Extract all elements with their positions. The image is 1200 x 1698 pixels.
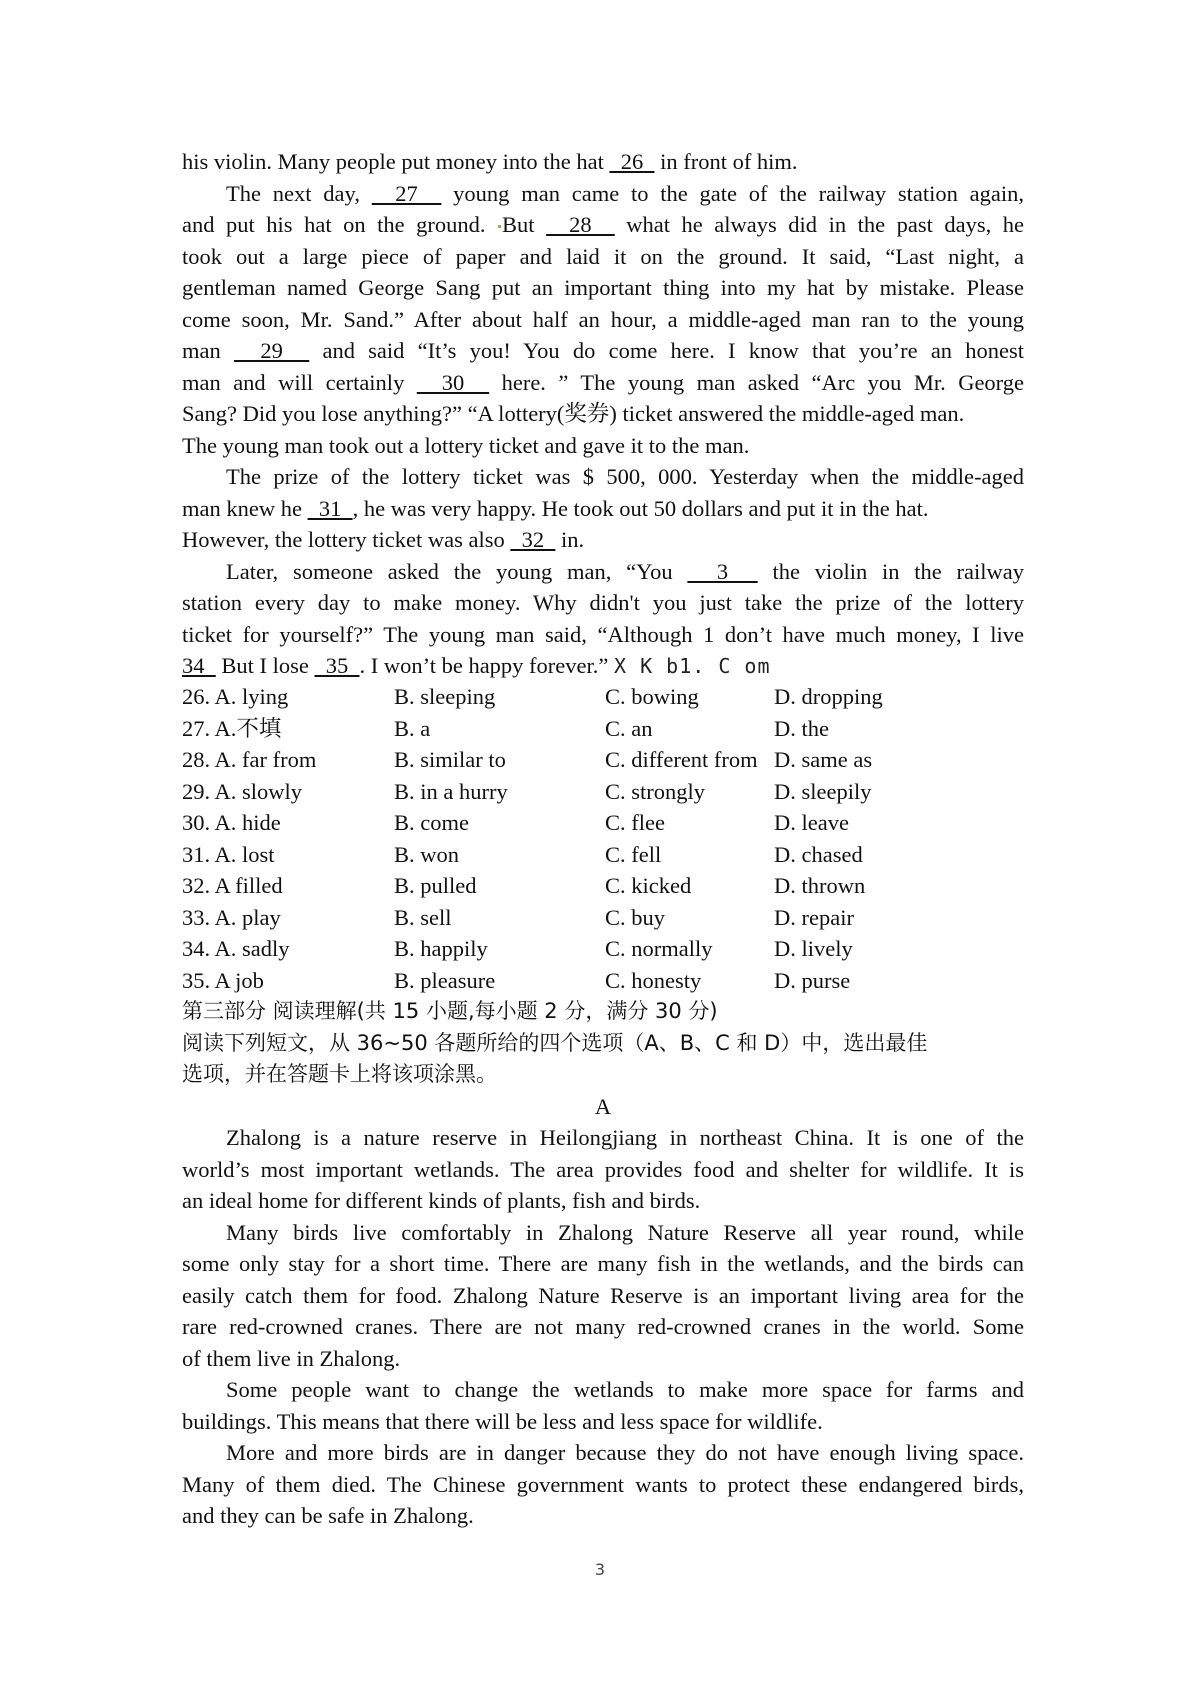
passage-line: ticket for yourself?” The young man said, “Although 1 don’t have much money, I live <box>182 621 1024 647</box>
document-page: his violin. Many people put money into the hat 26 in front of him. The next day, 27 young man came to the gate of the railway station again, and put his hat on the ground. But 28 what he always did in the past days, he took out a large piece of paper and laid it on the ground. It said, “Last night, a gentleman named George Sang put an important thing into my hat by mistake. Please come soon, Mr. Sand.” After about half an hour, a middle-aged man ran to the young man 29 and said “It’s you! You do come here. I know that you’re an honest man and will certainly 30 here. ” The young man asked “Arc you Mr. George Sang? Did you lose anything?” “A lottery(奖券) ticket answered the middle-aged man. The young man took out a lottery ticket and gave it to the man. The prize of the lottery ticket was $ 500, 000. Yesterday when the middle-aged man knew he 31 , he was very happy. He took out 50 dollars and put it in the hat. However, the lottery ticket was also 32 in. Later, someone asked the young man, “You 3 the violin in the railway station every day to make money. Why didn't you just take the prize of the lottery ticket for yourself?” The young man said, “Although 1 don’t have much money, I live 34 But I lose 35 . I won’t be happy forever.” X K b1. C om 26. A. lying B. sleeping C. bowing D. dropping 27. A.不填 B. a C. an D. the 28. A. far from B. similar to C. different from D. same as 29. A. slowly B. in a hurry C. strongly D. sleepily 30. A. hide B. come C. flee D. leave 31. A. lost B. won C. fell D. chased 32. A filled B. pulled C. kicked D. thrown 33. A. play B. sell C. buy D. repair 34. A. sadly B. happily C. normally D. lively 35. A job B. pleasure C. honesty D. purse 第三部分 阅读理解(共 15 小题,每小题 2 分，满分 30 分) 阅读下列短文，从 36~50 各题所给的四个选项（A、B、C 和 D）中，选出最佳 选项，并在答题卡上将该项涂黑。 A Zhalong is a nature reserve in Heilongjiang in northeast China. It is one of the world’s most important wetlands. The area provides food and shelter for wildlife. It is an ideal home for different kinds of plants, fish and birds. Many birds live comfortably in Zhalong Nature Reserve all year round, while some only stay for a short time. There are many fish in the wetlands, and the birds can easily catch them for food. Zhalong Nature Reserve is an important living area for the rare red-crowned cranes. There are not many red-crowned cranes in the world. Some of them live in Zhalong. Some people want to change the wetlands to make more space for farms and buildings. This means that there will be less and less space for wildlife. More and more birds are in danger because they do not have enough living space. Many of them died. The Chinese government wants to protect these endangered birds, and they can be safe in Zhalong. 3 <box>0 0 1200 1698</box>
passage-line: The next day, 27 young man came to the gate of the railway station again, <box>226 180 1024 206</box>
cloze-passage <box>182 146 1024 682</box>
passage-heading: A <box>594 1093 612 1119</box>
passage-line: station every day to make money. Why didn't you just take the prize of the lottery <box>182 590 1024 615</box>
passage-line: come soon, Mr. Sand.” After about half an hour, a middle-aged man ran to the young <box>182 306 1024 332</box>
passage-line: 34 But I lose 35 . I won’t be happy forever.” X K b1. C om <box>182 653 771 678</box>
blank-34: 34 <box>182 653 216 678</box>
article-line: More and more birds are in danger because they do not have enough living space. <box>226 1440 1024 1465</box>
blank-28: 28 <box>546 212 615 237</box>
passage-line: man 29 and said “It’s you! You do come here. I know that you’re an honest <box>182 338 1025 363</box>
reading-section <box>182 996 1024 1532</box>
passage-line: took out a large piece of paper and laid it on the ground. It said, “Last night, a <box>182 243 1024 269</box>
blank-32: 32 <box>510 527 556 552</box>
article-line: Zhalong is a nature reserve in Heilongjiang in northeast China. It is one of the <box>226 1125 1024 1150</box>
section-title: 第三部分 阅读理解(共 15 小题,每小题 2 分，满分 30 分) <box>182 999 718 1023</box>
article-line: world’s most important wetlands. The area provides food and shelter for wildlife. It is <box>182 1156 1024 1182</box>
passage-line: Later, someone asked the young man, “You 3 the violin in the railway <box>226 558 1024 584</box>
passage-line: man and will certainly 30 here. ” The young man asked “Arc you Mr. George <box>182 369 1024 395</box>
article-line: buildings. This means that there will be less and less space for wildlife. <box>182 1408 823 1434</box>
blank-27: 27 <box>371 180 442 206</box>
passage-line: Sang? Did you lose anything?” “A lottery(奖券) ticket answered the middle-aged man. <box>182 401 965 426</box>
blank-35: 35 <box>314 653 360 678</box>
article-line: of them live in Zhalong. <box>182 1345 401 1371</box>
passage-line: However, the lottery ticket was also 32 in. <box>182 527 585 552</box>
article-line: an ideal home for different kinds of plants, fish and birds. <box>182 1188 701 1213</box>
page-number: 3 <box>594 1560 606 1579</box>
article-line: Many of them died. The Chinese government wants to protect these endangered birds, <box>182 1471 1024 1497</box>
section-instruction: 阅读下列短文，从 36~50 各题所给的四个选项（A、B、C 和 D）中，选出最佳 <box>182 1030 928 1055</box>
article-line: some only stay for a short time. There are many fish in the wetlands, and the birds can <box>182 1251 1024 1276</box>
article-line: and they can be safe in Zhalong. <box>182 1503 474 1528</box>
blank-26: 26 <box>609 149 655 174</box>
passage-line: gentleman named George Sang put an important thing into my hat by mistake. Please <box>182 275 1024 300</box>
blank-30: 30 <box>416 369 490 395</box>
passage-line: The young man took out a lottery ticket and gave it to the man. <box>182 432 750 458</box>
passage-line: his violin. Many people put money into the hat 26 in front of him. <box>182 149 798 174</box>
passage-line: The prize of the lottery ticket was $ 500, 000. Yesterday when the middle-aged <box>226 464 1024 489</box>
blank-33: 3 <box>687 558 758 584</box>
article-line: Some people want to change the wetlands to make more space for farms and <box>226 1377 1024 1402</box>
article-line: Many birds live comfortably in Zhalong Nature Reserve all year round, while <box>226 1219 1024 1245</box>
blank-29: 29 <box>233 338 310 363</box>
section-instruction: 选项，并在答题卡上将该项涂黑。 <box>182 1062 497 1086</box>
blank-31: 31 <box>307 495 353 521</box>
article-line: easily catch them for food. Zhalong Nature Reserve is an important living area for the <box>182 1282 1024 1308</box>
passage-line: and put his hat on the ground. But 28 what he always did in the past days, he <box>182 212 1025 237</box>
stray-mark <box>498 225 501 228</box>
article-line: rare red-crowned cranes. There are not many red-crowned cranes in the world. Some <box>182 1314 1024 1339</box>
watermark-text: X K b1. C om <box>614 654 771 678</box>
passage-line: man knew he 31 , he was very happy. He took out 50 dollars and put it in the hat. <box>182 495 929 521</box>
